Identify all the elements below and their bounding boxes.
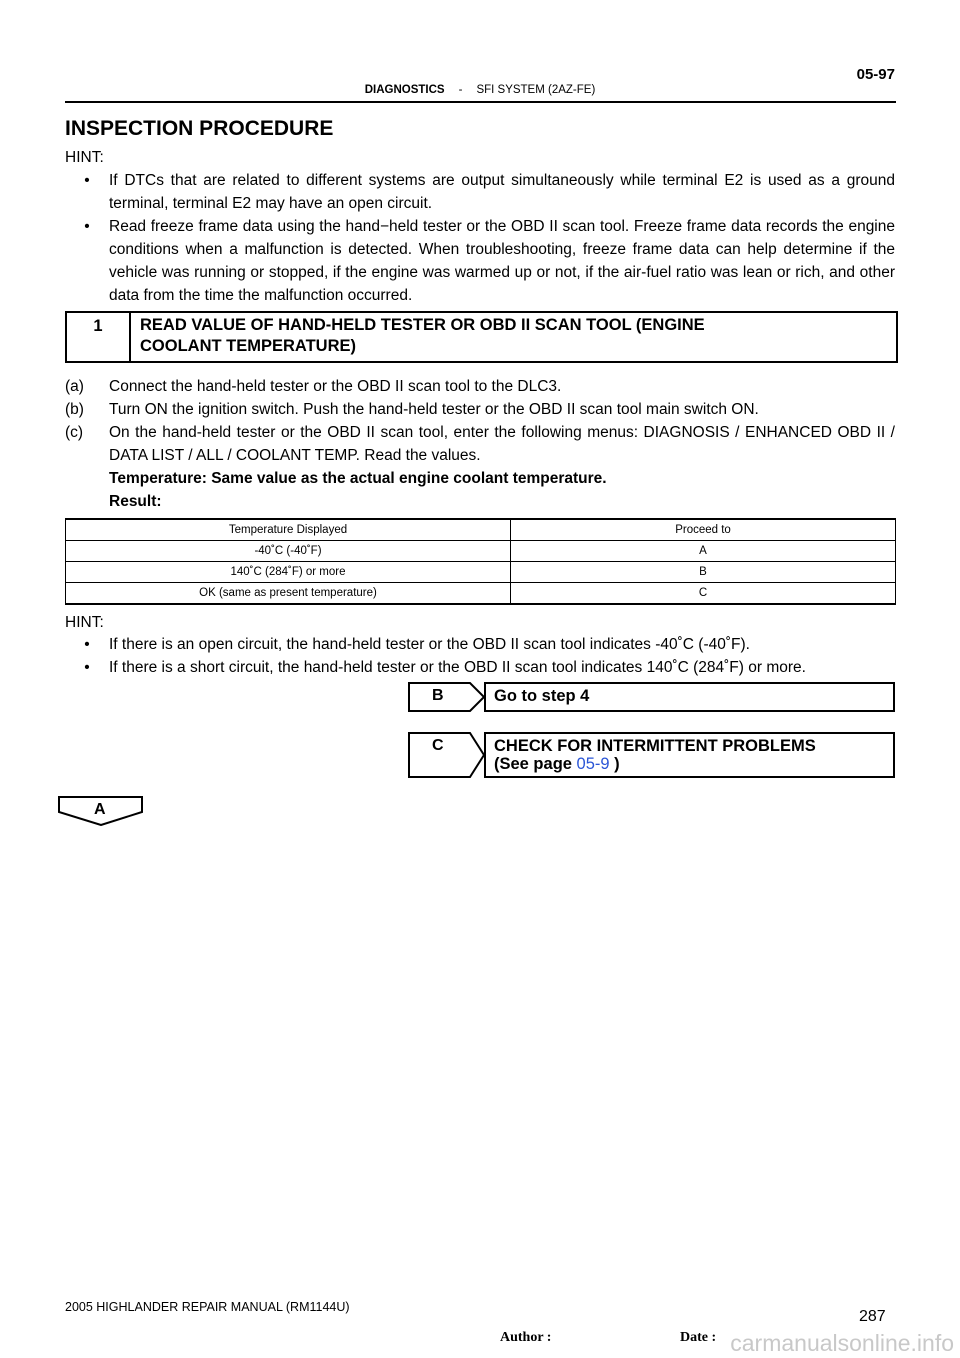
table-cell: C — [511, 583, 896, 605]
step-number: 1 — [67, 313, 131, 361]
table-cell: A — [511, 541, 896, 562]
substep-text: On the hand-held tester or the OBD II scan tool, enter the following menus: DIAGNOSIS / ENHANCED OBD II / DATA LIST / ALL / COOLANT TEMP. Read the values. — [109, 424, 895, 464]
table-row — [66, 541, 896, 562]
bullet-icon: • — [84, 659, 90, 676]
bullet-icon: • — [84, 172, 90, 189]
result-a-letter: A — [94, 801, 106, 818]
table-row — [66, 583, 896, 605]
substep — [65, 398, 895, 421]
hint-bullet — [65, 169, 895, 215]
substep-text: Connect the hand-held tester or the OBD II scan tool to the DLC3. — [109, 378, 562, 395]
substep-letter: (a) — [65, 378, 84, 395]
result-c-arrow-icon — [408, 732, 486, 778]
author-label: Author : — [500, 1330, 552, 1345]
result-table — [65, 518, 896, 605]
table-cell: B — [511, 562, 896, 583]
result-label: Result: — [109, 493, 162, 510]
bullet-icon: • — [84, 636, 90, 653]
header-separator: - — [458, 84, 463, 96]
header-section: DIAGNOSTICS — [364, 84, 445, 96]
page-link[interactable]: 05-9 — [576, 755, 610, 773]
table-cell: -40˚C (-40˚F) — [66, 541, 511, 562]
hint-text: Read freeze frame data using the hand−held tester or the OBD II scan tool. Freeze frame data records the engine conditions when a malfunction is detected. When troubleshooting, freeze frame data can help determine if the vehicle was running or stopped, if the engine was warmed up or not, if the air-fuel ratio was lean or rich, and other data from the time the malfunction occurred. — [109, 218, 895, 304]
result-b-letter: B — [432, 687, 444, 704]
manual-title: 2005 HIGHLANDER REPAIR MANUAL (RM1144U) — [65, 1300, 350, 1314]
see-page-prefix: (See page — [494, 755, 577, 773]
table-cell: OK (same as present temperature) — [66, 583, 511, 605]
page-code: 05-97 — [856, 66, 895, 83]
table-header-cell: Temperature Displayed — [66, 519, 511, 541]
result-b-box — [484, 682, 895, 712]
table-header-row — [66, 519, 896, 541]
step-title — [140, 315, 880, 357]
hint-text: If there is a short circuit, the hand-held tester or the OBD II scan tool indicates 140˚C (284˚F) or more. — [109, 659, 806, 676]
hint-text: If DTCs that are related to different systems are output simultaneously while terminal E2 is used as a ground terminal, terminal E2 may have an open circuit. — [109, 172, 895, 212]
watermark: carmanualsonline.info — [730, 1330, 954, 1356]
hint-bullet — [65, 656, 895, 679]
hint-text: If there is an open circuit, the hand-held tester or the OBD II scan tool indicates -40˚C (-40˚F). — [109, 636, 750, 653]
result-b-text: Go to step 4 — [494, 687, 590, 705]
result-c-line — [494, 755, 893, 773]
table-header-cell: Proceed to — [511, 519, 896, 541]
substep-text: Turn ON the ignition switch. Push the hand-held tester or the OBD II scan tool main switch ON. — [109, 401, 759, 418]
result-c-box — [484, 732, 895, 778]
date-label: Date : — [680, 1330, 717, 1345]
hint-bullet — [65, 633, 895, 656]
bullet-icon: • — [84, 218, 90, 235]
hint-bullet — [65, 215, 895, 307]
running-header — [0, 84, 960, 96]
hint-label: HINT: — [65, 614, 104, 631]
page-title: INSPECTION PROCEDURE — [65, 117, 334, 140]
step-header-box — [65, 311, 898, 363]
result-c-letter: C — [432, 737, 444, 754]
table-row — [66, 562, 896, 583]
substep-letter: (b) — [65, 401, 84, 418]
result-b-arrow-icon — [408, 682, 486, 712]
substep — [65, 375, 895, 398]
hint-label: HINT: — [65, 149, 104, 166]
header-rule — [65, 101, 896, 103]
see-page-suffix: ) — [609, 755, 620, 773]
header-subsection: SFI SYSTEM (2AZ-FE) — [476, 84, 596, 96]
table-cell: 140˚C (284˚F) or more — [66, 562, 511, 583]
result-c-line: CHECK FOR INTERMITTENT PROBLEMS — [494, 737, 816, 755]
substep-letter: (c) — [65, 424, 84, 441]
page-number: 287 — [859, 1308, 886, 1325]
substep — [65, 421, 895, 467]
specification: Temperature: Same value as the actual engine coolant temperature. — [109, 470, 607, 487]
step-title-line: READ VALUE OF HAND-HELD TESTER OR OBD II SCAN TOOL (ENGINE — [140, 316, 705, 334]
step-title-line: COOLANT TEMPERATURE) — [140, 337, 357, 355]
